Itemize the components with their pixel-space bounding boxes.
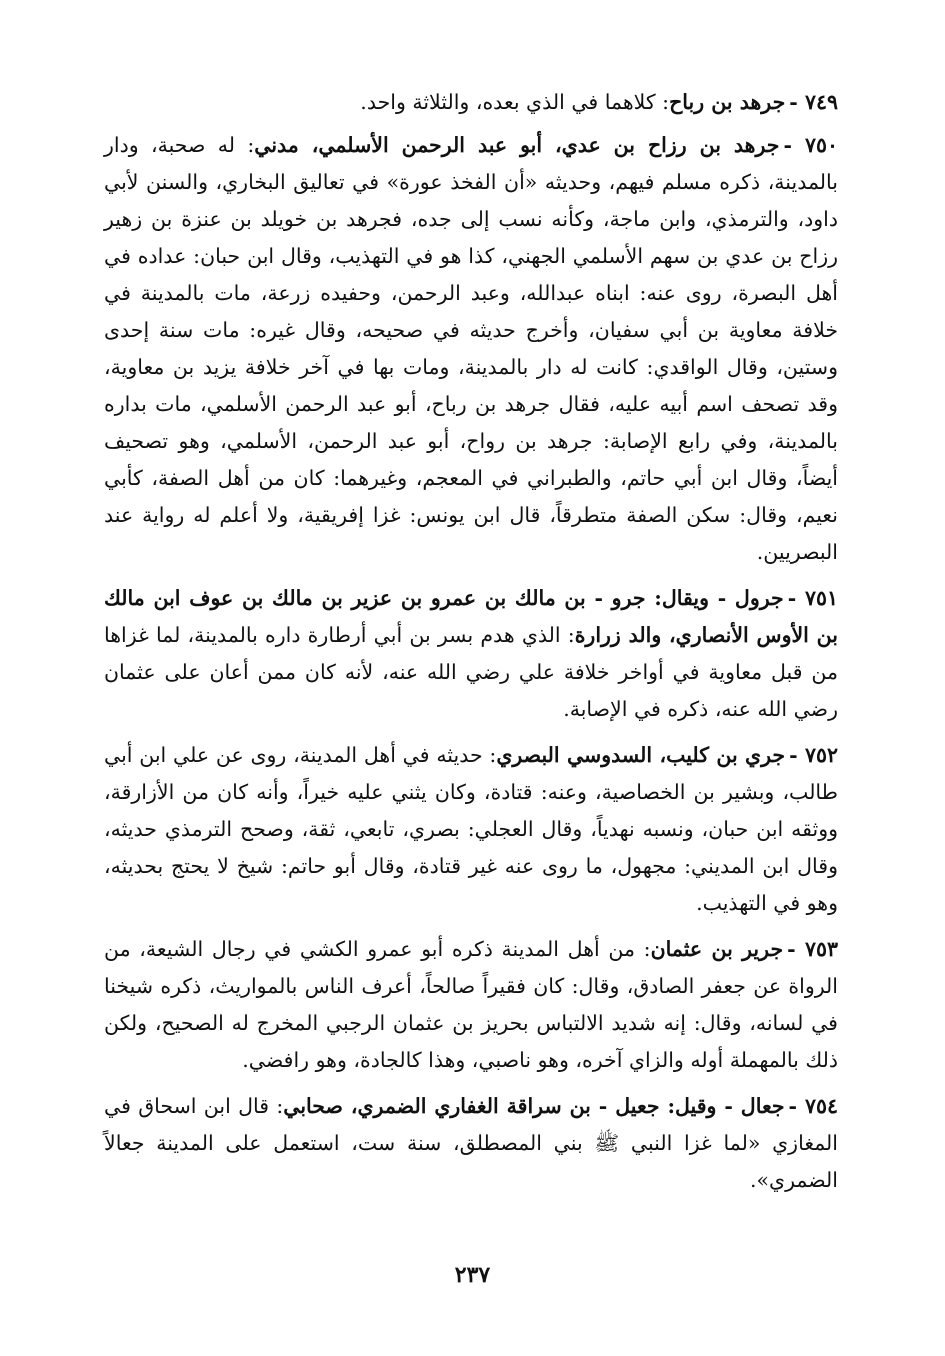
entry-number: ٧٤٩ -	[789, 90, 838, 114]
entry-heading: جرير بن عثمان	[650, 937, 784, 961]
entry-749	[104, 84, 838, 121]
entry-heading: جرول - ويقال: جرو - بن مالك بن عمرو بن عزير بن مالك بن عوف ابن مالك بن الأوس الأنصاري، والد زرارة	[104, 586, 838, 647]
entry-number: ٧٥٣ -	[787, 937, 838, 961]
entry-754	[104, 1088, 838, 1199]
entry-750	[104, 127, 838, 571]
entry-number: ٧٥١ -	[787, 586, 838, 610]
entry-text: : له صحبة، ودار بالمدينة، ذكره مسلم فيهم، وحديثه «أن الفخذ عورة» في تعاليق البخاري، والسنن لأبي داود، والترمذي، وابن ماجة، وكأنه نسب إلى جده، فجرهد بن خويلد بن عنزة بن زهير رزاح بن عدي بن سهم الأسلمي الجهني، كذا هو في التهذيب، وقال ابن حبان: عداده في أهل البصرة، روى عنه: ابناه عبدالله، وعبد الرحمن، وحفيده زرعة، مات بالمدينة في خلافة معاوية بن أبي سفيان، وأخرج حديثه في صحيحه، وقال غيره: مات سنة إحدى وستين، وقال الواقدي: كانت له دار بالمدينة، ومات بها في آخر خلافة يزيد بن معاوية، وقد تصحف اسم أبيه عليه، فقال جرهد بن رباح، أبو عبد الرحمن الأسلمي، مات بداره بالمدينة، وفي رابع الإصابة: جرهد بن رواح، أبو عبد الرحمن، الأسلمي، وهو تصحيف أيضاً، وقال ابن أبي حاتم، والطبراني في المعجم، وغيرهما: كان من أهل الصفة، كأبي نعيم، وقال: سكن الصفة متطرقاً، قال ابن يونس: غزا إفريقية، ولا أعلم له رواية عند البصريين.	[104, 133, 838, 564]
page-number: ٢٣٧	[454, 1262, 491, 1288]
entry-text: : كلاهما في الذي بعده، والثلاثة واحد.	[360, 90, 670, 114]
entry-753	[104, 931, 838, 1079]
document-body	[104, 84, 838, 1208]
entry-number: ٧٥٢ -	[789, 743, 838, 767]
entry-text: : حديثه في أهل المدينة، روى عن علي ابن أبي طالب، وبشير بن الخصاصية، وعنه: قتادة، وكان يثني عليه خيراً، وأنه كان من الأزارقة، ووثقه ابن حبان، ونسبه نهدياً، وقال العجلي: بصري، تابعي، ثقة، وصحح الترمذي حديثه، وقال ابن المديني: مجهول، ما روى عنه غير قتادة، وقال أبو حاتم: شيخ لا يحتج بحديثه، وهو في التهذيب.	[104, 743, 838, 915]
entry-text: : الذي هدم بسر بن أبي أرطارة داره بالمدينة، لما غزاها من قبل معاوية في أواخر خلافة علي رضي الله عنه، لأنه كان ممن أعان على عثمان رضي الله عنه، ذكره في الإصابة.	[104, 623, 838, 721]
entry-heading: جري بن كليب، السدوسي البصري	[496, 743, 786, 767]
entry-heading: جعال - وقيل: جعيل - بن سراقة الغفاري الضمري، صحابي	[283, 1094, 785, 1118]
entry-number: ٧٥٠ -	[783, 133, 838, 157]
entry-text: : قال ابن اسحاق في المغازي «لما غزا النبي ﷺ بني المصطلق، سنة ست، استعمل على المدينة جعالاً الضمري».	[104, 1094, 838, 1192]
entry-number: ٧٥٤ -	[788, 1094, 839, 1118]
entry-heading: جرهد بن رزاح بن عدي، أبو عبد الرحمن الأسلمي، مدني	[254, 133, 780, 157]
entry-text: : من أهل المدينة ذكره أبو عمرو الكشي في رجال الشيعة، من الرواة عن جعفر الصادق، وقال: كان فقيراً صالحاً، أعرف الناس بالمواريث، ذكره شيخنا في لسانه، وقال: إنه شديد الالتباس بحريز بن عثمان الرجبي المخرج له الصحيح، ولكن ذلك بالمهملة أوله والزاي آخره، وهو ناصبي، وهذا كالجادة، وهو رافضي.	[104, 937, 838, 1072]
entry-751	[104, 580, 838, 728]
entry-752	[104, 737, 838, 922]
entry-heading: جرهد بن رباح	[669, 90, 786, 114]
